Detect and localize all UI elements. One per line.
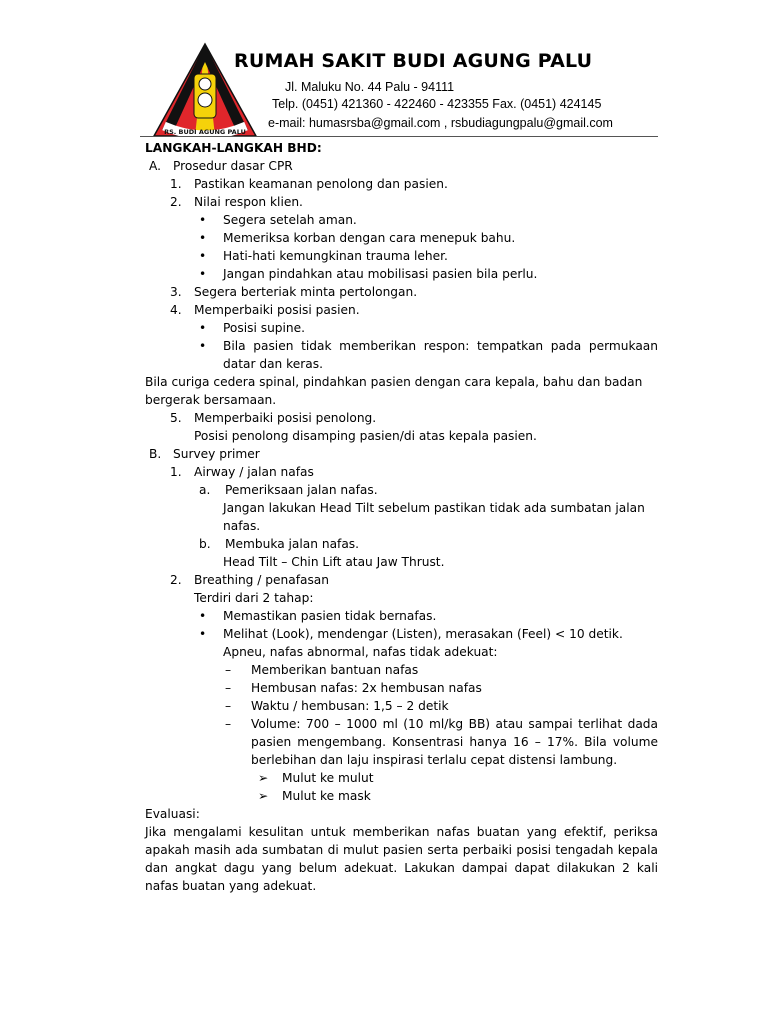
bullet-item bbox=[145, 625, 658, 643]
bullet-text: Segera setelah aman. bbox=[223, 213, 357, 227]
doc-heading: LANGKAH-LANGKAH BHD: bbox=[145, 141, 322, 155]
sub-letter: a. bbox=[199, 483, 211, 497]
arrow-item bbox=[145, 769, 658, 787]
logo-text: RS. BUDI AGUNG PALU bbox=[164, 128, 246, 136]
list-item-text: Memperbaiki posisi pasien. bbox=[194, 303, 360, 317]
dash-icon: – bbox=[225, 699, 232, 713]
bullet-item bbox=[145, 337, 658, 373]
section-a bbox=[145, 157, 658, 175]
bullet-text: Hati-hati kemungkinan trauma leher. bbox=[223, 249, 448, 263]
bullet-item bbox=[145, 229, 658, 247]
section-b bbox=[145, 445, 658, 463]
list-item-text: Pastikan keamanan penolong dan pasien. bbox=[194, 177, 448, 191]
dash-item bbox=[145, 661, 658, 679]
sub-item bbox=[145, 481, 658, 499]
list-item-text: Memperbaiki posisi penolong. bbox=[194, 411, 377, 425]
list-item-text: Segera berteriak minta pertolongan. bbox=[194, 285, 418, 299]
sub-letter: b. bbox=[199, 537, 211, 551]
sub-item-text: Pemeriksaan jalan nafas. bbox=[225, 483, 378, 497]
dash-item bbox=[145, 715, 658, 769]
bullet-text: Melihat (Look), mendengar (Listen), merasakan (Feel) < 10 detik. bbox=[223, 627, 623, 641]
list-item-detail: Posisi penolong disamping pasien/di atas kepala pasien. bbox=[194, 429, 537, 443]
dash-text: Waktu / hembusan: 1,5 – 2 detik bbox=[251, 699, 449, 713]
bullet-icon: • bbox=[199, 249, 207, 263]
list-number: 2. bbox=[170, 195, 182, 209]
spinal-note: Bila curiga cedera spinal, pindahkan pasien dengan cara kepala, bahu dan badan bergerak bersamaan. bbox=[145, 375, 643, 407]
bullet-item bbox=[145, 211, 658, 229]
sub-item-detail: Head Tilt – Chin Lift atau Jaw Thrust. bbox=[223, 555, 445, 569]
bullet-item bbox=[145, 265, 658, 283]
list-item bbox=[145, 409, 658, 427]
bullet-icon: • bbox=[199, 339, 207, 353]
list-item bbox=[145, 463, 658, 481]
bullet-icon: • bbox=[199, 609, 207, 623]
bullet-detail: Apneu, nafas abnormal, nafas tidak adekuat: bbox=[223, 645, 498, 659]
bullet-text: Posisi supine. bbox=[223, 321, 306, 335]
list-number: 4. bbox=[170, 303, 182, 317]
evaluation-heading: Evaluasi: bbox=[145, 807, 200, 821]
section-title: Survey primer bbox=[173, 447, 260, 461]
list-item bbox=[145, 283, 658, 301]
arrow-bullet-icon: ➢ bbox=[258, 789, 269, 803]
list-item bbox=[145, 175, 658, 193]
section-marker: A. bbox=[149, 159, 161, 173]
letterhead-divider bbox=[140, 136, 658, 137]
bullet-icon: • bbox=[199, 321, 207, 335]
list-number: 2. bbox=[170, 573, 182, 587]
arrow-text: Mulut ke mask bbox=[282, 789, 371, 803]
list-item-detail: Terdiri dari 2 tahap: bbox=[194, 591, 314, 605]
list-item-text: Nilai respon klien. bbox=[194, 195, 303, 209]
dash-icon: – bbox=[225, 663, 232, 677]
sub-item bbox=[145, 535, 658, 553]
bullet-text: Memeriksa korban dengan cara menepuk bahu. bbox=[223, 231, 516, 245]
bullet-text: Bila pasien tidak memberikan respon: tempatkan pada permukaan datar dan keras. bbox=[223, 339, 658, 371]
list-item bbox=[145, 301, 658, 319]
bullet-item bbox=[145, 607, 658, 625]
list-number: 1. bbox=[170, 465, 182, 479]
sub-item-detail: Jangan lakukan Head Tilt sebelum pastikan tidak ada sumbatan jalan nafas. bbox=[223, 501, 645, 533]
hospital-phone: Telp. (0451) 421360 - 422460 - 423355 Fax. (0451) 424145 bbox=[272, 97, 602, 111]
list-number: 5. bbox=[170, 411, 182, 425]
document-body bbox=[145, 139, 658, 895]
dash-text: Volume: 700 – 1000 ml (10 ml/kg BB) atau sampai terlihat dada pasien mengembang. Konsentrasi hanya 16 – 17%. Bila volume berlebihan dan laju inspirasi terlalu cepat distensi lambung. bbox=[251, 717, 658, 767]
sub-item-text: Membuka jalan nafas. bbox=[225, 537, 360, 551]
hospital-name: RUMAH SAKIT BUDI AGUNG PALU bbox=[234, 50, 593, 72]
bullet-icon: • bbox=[199, 267, 207, 281]
dash-text: Hembusan nafas: 2x hembusan nafas bbox=[251, 681, 482, 695]
arrow-bullet-icon: ➢ bbox=[258, 771, 269, 785]
bullet-text: Jangan pindahkan atau mobilisasi pasien bila perlu. bbox=[223, 267, 538, 281]
bullet-icon: • bbox=[199, 231, 207, 245]
dash-text: Memberikan bantuan nafas bbox=[251, 663, 419, 677]
list-item-text: Breathing / penafasan bbox=[194, 573, 330, 587]
bullet-item bbox=[145, 247, 658, 265]
bullet-icon: • bbox=[199, 213, 207, 227]
list-item bbox=[145, 571, 658, 589]
list-number: 3. bbox=[170, 285, 182, 299]
hospital-email: e-mail: humasrsba@gmail.com , rsbudiagungpalu@gmail.com bbox=[268, 116, 613, 130]
bullet-text: Memastikan pasien tidak bernafas. bbox=[223, 609, 437, 623]
list-item bbox=[145, 193, 658, 211]
dash-icon: – bbox=[225, 717, 232, 731]
dash-icon: – bbox=[225, 681, 232, 695]
dash-item bbox=[145, 679, 658, 697]
section-title: Prosedur dasar CPR bbox=[173, 159, 293, 173]
list-item-text: Airway / jalan nafas bbox=[194, 465, 314, 479]
bullet-item bbox=[145, 319, 658, 337]
evaluation-text: Jika mengalami kesulitan untuk memberikan nafas buatan yang efektif, periksa apakah masih ada sumbatan di mulut pasien serta perbaiki posisi tengadah kepala dan angkat dagu yang belum adekuat. Lakukan dampai dapat dilakukan 2 kali nafas buatan yang adekuat. bbox=[145, 825, 658, 893]
section-marker: B. bbox=[149, 447, 162, 461]
arrow-item bbox=[145, 787, 658, 805]
dash-item bbox=[145, 697, 658, 715]
arrow-text: Mulut ke mulut bbox=[282, 771, 374, 785]
bullet-icon: • bbox=[199, 627, 207, 641]
list-number: 1. bbox=[170, 177, 182, 191]
hospital-address: Jl. Maluku No. 44 Palu - 94111 bbox=[285, 80, 455, 94]
